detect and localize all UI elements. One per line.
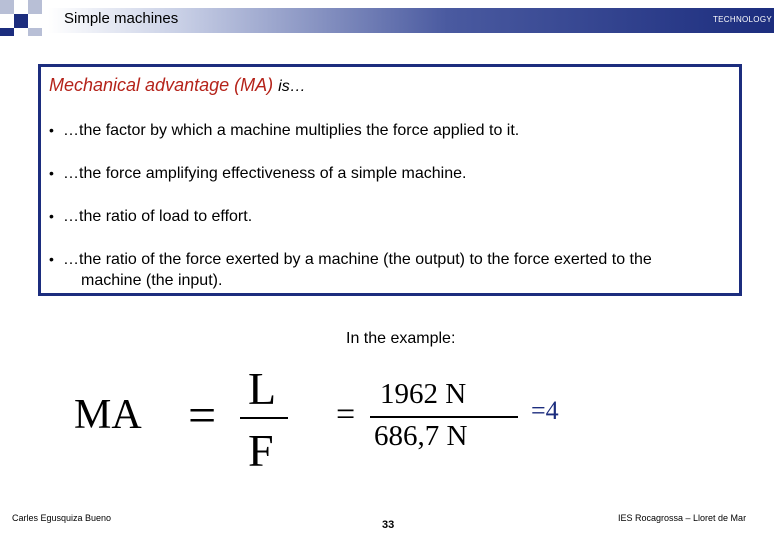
header-square-blue-2: [0, 28, 14, 36]
definition-title: [49, 75, 306, 96]
header-square-grey-3: [28, 28, 42, 36]
header-square-grey-2: [28, 0, 42, 14]
footer-school: IES Rocagrossa – Lloret de Mar: [618, 513, 747, 523]
definition-title-rest: is…: [278, 78, 306, 95]
formula-numerator: L: [248, 363, 277, 414]
footer-author: Carles Egusquiza Bueno: [12, 513, 112, 523]
calculation-numerator: 1962 N: [380, 378, 467, 410]
calculation-fraction-bar: [370, 416, 518, 418]
formula-lhs: MA: [74, 392, 142, 438]
bullet-dot-icon: •: [49, 208, 54, 224]
page-number: 33: [382, 519, 395, 531]
definition-box: [38, 64, 742, 296]
subject-tag: TECHNOLOGY: [712, 15, 772, 24]
calculation-result: =4: [531, 396, 559, 425]
definition-item-3: [49, 206, 733, 227]
definition-item-1: [49, 120, 733, 141]
header-square-blue-1: [14, 14, 28, 28]
definition-item-text-continued: machine (the input).: [81, 272, 223, 289]
formula-equals: =: [188, 387, 217, 443]
bullet-dot-icon: •: [49, 165, 54, 181]
formula-fraction-bar: [240, 417, 288, 419]
definition-item-4: [49, 249, 733, 291]
definition-item-text: …the ratio of load to effort.: [63, 208, 253, 225]
definition-term: Mechanical advantage (MA): [49, 75, 274, 95]
slide-title: Simple machines: [64, 10, 179, 27]
bullet-dot-icon: •: [49, 122, 54, 138]
example-label: In the example:: [346, 330, 456, 347]
header-square-grey-1: [0, 0, 14, 14]
calculation-denominator: 686,7 N: [374, 420, 468, 452]
definition-item-text: …the force amplifying effectiveness of a simple machine.: [63, 165, 467, 182]
formula-denominator: F: [248, 425, 274, 476]
definition-item-text: …the factor by which a machine multiplies the force applied to it.: [63, 122, 520, 139]
calculation-equals: =: [336, 396, 356, 433]
definition-item-text: …the ratio of the force exerted by a machine (the output) to the force exerted to the: [63, 251, 652, 268]
definition-item-2: [49, 163, 733, 184]
bullet-dot-icon: •: [49, 251, 54, 267]
